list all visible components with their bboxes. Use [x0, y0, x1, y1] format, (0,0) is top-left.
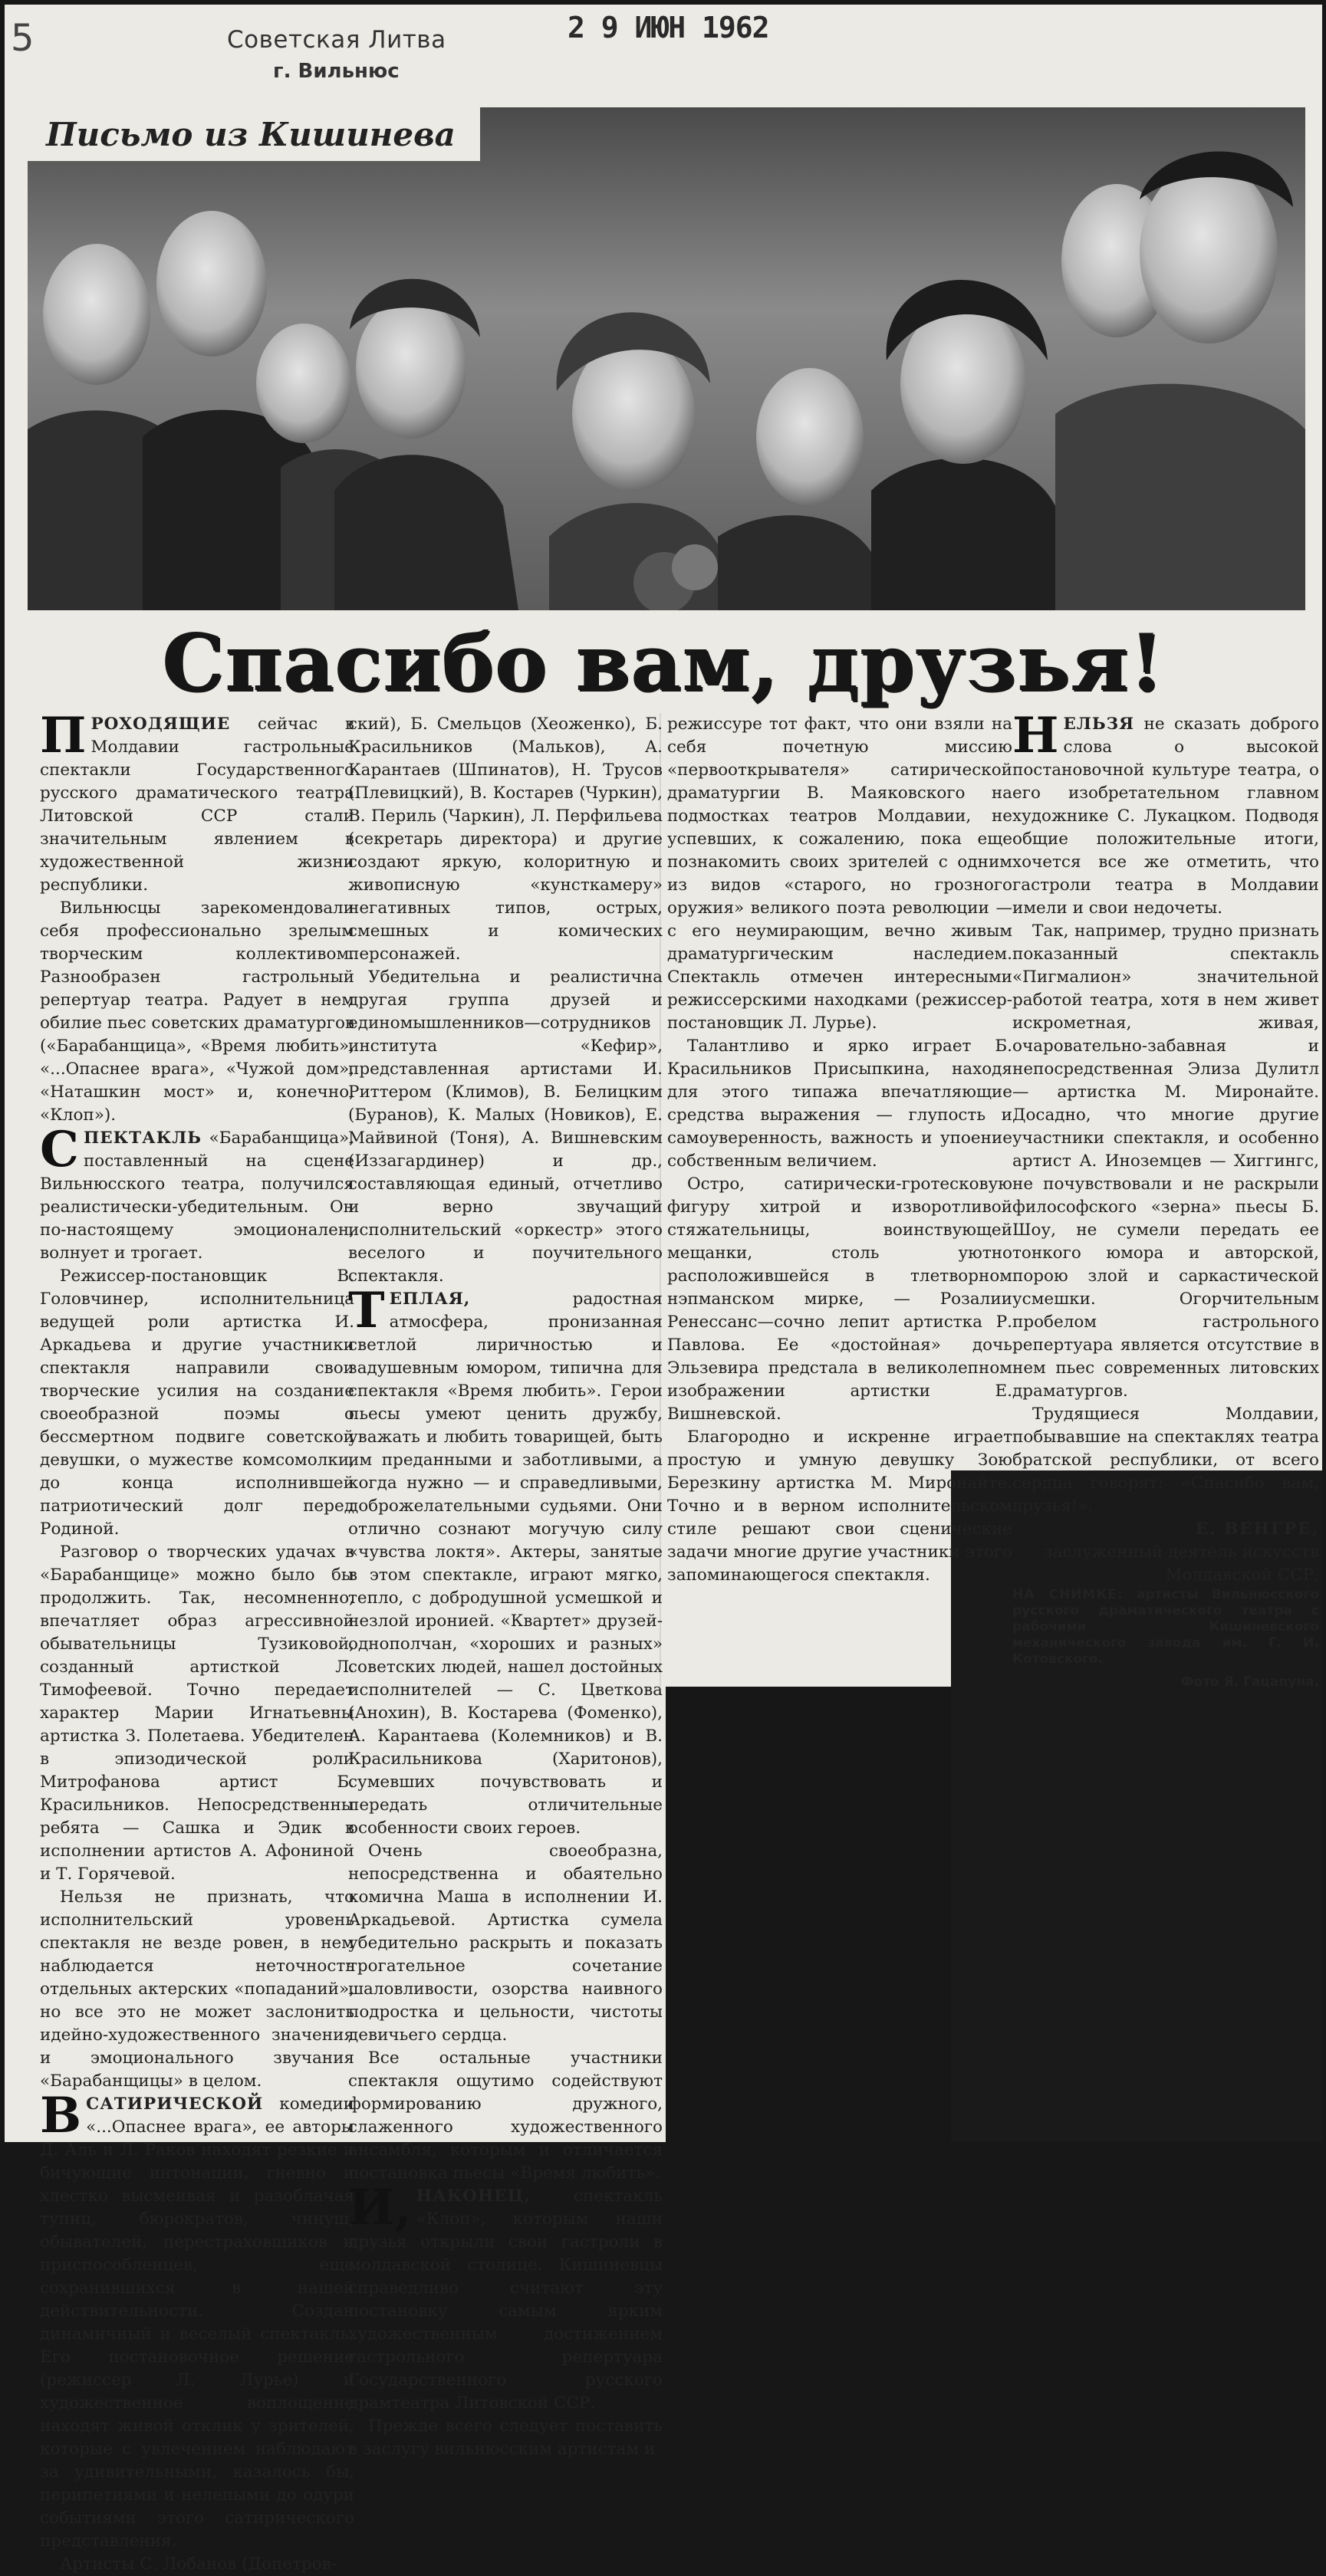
- drop-cap: Н: [1012, 707, 1059, 764]
- photo-credit: Фото Я. Гацапуна.: [1180, 1674, 1319, 1690]
- paragraph-text: комедии «...Опаснее врага», ее авторы Д. Аль и Л. Раков находят резкие и бичующие интонации, гневно и хлестко высмеивая и разоблачая тупиц, бюрократов, чинуш, обывателей, перестраховщиков и приспособленцев, еще сохранившихся в нашей действительности. Создан динамичный и веселый спектакль. Его постановочное решение (режиссер Л. Лурье) и художественное воплощение находят живой отклик у зрителей, которые с увлечением наблюдают за удивительными, казалось бы, перипетиями и нелепыми до одури событиями этого сатирического представления.: [40, 2095, 354, 2551]
- paragraph: режиссуре тот факт, что они взяли на себя почетную миссию «первооткрывателя» сатирической драматургии В. Маяковского на подмостках театров Молдавии, не успевших, к сожалению, пока еще познакомить своих зрителей с одним из видов «старого, но грозного оружия» великого поэта революции — с его неумирающим, вечно живым драматургическим наследием. Спектакль отмечен интересными режиссерскими находками (режиссер-постановщик Л. Лурье).: [667, 715, 1012, 1033]
- drop-cap: П: [40, 707, 87, 764]
- paragraph-text: спектакль «Клоп», которым наши друзья открыли свои гастроли в молдавской столице. Кишиневцы справедливо считают эту постановку самым ярким художественным достижением гастрольного репертуара Государственного русского драмтеатра Литовской ССР.: [348, 2187, 663, 2413]
- article-column-2: [348, 713, 663, 2461]
- caption-lead: НА СНИМКЕ:: [1012, 1587, 1124, 1602]
- photo-caption: [1012, 1587, 1319, 1668]
- paragraph: Так, например, трудно признать показанный спектакль «Пигмалион» значительной работой театра, хотя в нем живет искрометная, живая, очаровательно-забавная и непосредственная Элиза Дулитл — артистка М. Миронайте. Досадно, что многие другие участники спектакля, и особенно артист А. Иноземцев — Хиггингс, не почувствовали и не раскрыли философского «зерна» пьесы Б. Шоу, не сумели передать ее тонкого юмора и авторской, порою злой и саркастической усмешки. Огорчительным пробелом гастрольного репертуара является отсутствие в нем пьес современных литовских драматургов.: [1012, 922, 1319, 1401]
- paragraph: Нельзя не признать, что исполнительский уровень спектакля не везде ровен, в нем наблюдается неточность отдельных актерских «попаданий», но все это не может заслонить идейно-художественного значения и эмоционального звучания «Барабанщицы» в целом.: [40, 1888, 354, 2091]
- newspaper-city: г. Вильнюс: [273, 60, 400, 83]
- photo-image: [28, 107, 1305, 610]
- lead-word: РОХОДЯЩИЕ: [90, 715, 231, 734]
- paragraph: Благородно и искренне играет простую и умную девушку Зою Березкину артистка М. Миронайте. Точно и в верном исполнительском стиле решают свои сценические задачи многие другие участники этого запоминающегося спектакля.: [667, 1428, 1012, 1585]
- lead-word: ПЕКТАКЛЬ: [83, 1129, 202, 1148]
- drop-cap: В: [40, 2087, 82, 2144]
- paragraph: [1012, 707, 1319, 920]
- author-name: Е. ВЕНГРЕ,: [1195, 1520, 1319, 1539]
- paragraph-text: «Барабанщица», поставленный на сцене Вильнюсского театра, получился реалистически-убедительным. Он по-настоящему эмоционален, волнует и трогает.: [40, 1129, 354, 1263]
- drop-cap: Т: [348, 1282, 385, 1339]
- paragraph: [40, 2087, 354, 2553]
- author-signature: [1012, 1518, 1319, 1587]
- drop-cap: И,: [348, 2179, 412, 2236]
- paragraph: Разговор о творческих удачах в «Барабанщице» можно было бы продолжить. Так, несомненно, впечатляет образ агрессивной обывательницы Тузиковой, созданный артисткой Л. Тимофеевой. Точно передает характер Марии Игнатьевны артистка З. Полетаева. Убедителен в эпизодической роли Митрофанова артист Б. Красильников. Непосредственны ребята — Сашка и Эдик в исполнении артистов А. Афониной и Т. Горячевой.: [40, 1543, 354, 1884]
- paragraph: ский), Б. Смельцов (Хеоженко), Б. Красильников (Мальков), А. Карантаев (Шпинатов), Н. Трусов (Плевицкий), В. Костарев (Чуркин), В. Периль (Чаркин), Л. Перфильева (секретарь директора) и другие создают яркую, колоритную и живописную «кунсткамеру» негативных типов, острых, смешных и комических персонажей.: [348, 715, 663, 964]
- paragraph: [40, 707, 354, 897]
- rubric-label: Письмо из Кишинева: [28, 107, 480, 161]
- newspaper-name: Советская Литва: [227, 26, 446, 54]
- date-stamp: 2 9 ИЮН 1962: [568, 11, 769, 44]
- paragraph: Артисты С. Лобанов (Допетров-: [60, 2555, 337, 2574]
- paragraph: Трудящиеся Молдавии, побывавшие на спектаклях театра братской республики, от всего сердца говорят: «Спасибо вам, друзья!».: [1012, 1405, 1319, 1516]
- lead-word: ЕПЛАЯ,: [389, 1290, 471, 1309]
- lead-word: НАКОНЕЦ,: [416, 2187, 531, 2206]
- paragraph: Остро, сатирически-гротесковую фигуру хитрой и изворотливой стяжательницы, воинствующей мещанки, столь уютно расположившейся в тлетворном нэпманском мирке, — Розалии Ренессанс—сочно лепит артистка Р. Павлова. Ее «достойная» дочь Эльзевира предстала в великолепном изображении артистки Е. Вишневской.: [667, 1175, 1012, 1424]
- paragraph: Все остальные участники спектакля ощутимо содействуют формированию дружного, слаженного художественного ансамбля, которым и отличается постановка пьесы «Время любить».: [348, 2049, 663, 2183]
- paragraph-text: не сказать доброго слова о высокой постановочной культуре театра, о его изобретательном главном художнике С. Лукацком. Подводя общие положительные итоги, хочется все же отметить, что гастроли театра в Молдавии имели и свои недочеты.: [1012, 715, 1319, 918]
- paragraph: [348, 2179, 663, 2415]
- article-column-3: [667, 713, 1012, 1587]
- article-column-1: [40, 707, 354, 2576]
- paragraph: Режиссер-постановщик В. Головчинер, исполнительница ведущей роли артистка И. Аркадьева и другие участники спектакля направили свои творческие усилия на создание своеобразной поэмы о бессмертном подвиге советской девушки, о мужестве комсомолки, до конца исполнившей патриотический долг перед Родиной.: [40, 1267, 354, 1539]
- paragraph-text: радостная атмосфера, пронизанная светлой лиричностью и задушевным юмором, типична для спектакля «Время любить». Герои пьесы умеют ценить дружбу, уважать и любить товарищей, быть им преданными и заботливыми, а когда нужно — и справедливыми, доброжелательными судьями. Они отлично сознают могучую силу «чувства локтя». Актеры, занятые в этом спектакле, играют мягко, тепло, с добродушной усмешкой и незлой иронией. «Квартет» друзей-однополчан, «хороших и разных» советских людей, нашел достойных исполнителей — С. Цветкова (Анохин), В. Костарева (Фоменко), А. Карантаева (Колемников) и В. Красильникова (Харитонов), сумевших почувствовать и передать отличительные особенности своих героев.: [348, 1290, 663, 1838]
- paragraph: Прежде всего следует поставить в заслугу вильнюсским артистам и: [348, 2417, 663, 2459]
- paragraph: [348, 1282, 663, 1840]
- paragraph: Вильнюсцы зарекомендовали себя профессионально зрелым творческим коллективом. Разнообразен гастрольный репертуар театра. Радует в нем обилие пьес советских драматургов («Барабанщица», «Время любить», «...Опаснее врага», «Чужой дом», «Наташкин мост» и, конечно, «Клоп»).: [40, 899, 354, 1125]
- caption-text: артисты Вильнюсского русского драматического театра с рабочими Кишиневского механического завода им. Г. И. Котовского.: [1012, 1587, 1319, 1667]
- paragraph: Очень своеобразна, непосредственна и обаятельно комична Маша в исполнении И. Аркадьевой. Артистка сумела убедительно раскрыть и показать трогательное сочетание шаловливости, озорства наивного подростка и цельности, чистоты девичьего сердца.: [348, 1842, 663, 2045]
- paragraph: Талантливо и ярко играет Б. Красильников Присыпкина, находя для этого типажа впечатляющие средства выражения — глупость и самоуверенность, важность и упоение собственным величием.: [667, 1037, 1012, 1171]
- lead-word: САТИРИЧЕСКОЙ: [86, 2095, 264, 2114]
- paragraph: Убедительна и реалистична другая группа друзей и единомышленников—сотрудников института «Кефир», представленная артистами И. Риттером (Климов), В. Белицким (Буранов), К. Малых (Новиков), Е. Майвиной (Тоня), А. Вишневским (Иззагардинер) и др., составляющая единый, отчетливо и верно звучащий исполнительский «оркестр» этого веселого и поучительного спектакля.: [348, 968, 663, 1286]
- author-title: заслуженный деятель искусств Молдавской ССР.: [1043, 1543, 1319, 1585]
- paragraph-text: сейчас в Молдавии гастрольные спектакли Государственного русского драматического театра Литовской ССР стали значительным явлением в художественной жизни республики.: [40, 715, 354, 895]
- paragraph: [40, 1121, 354, 1265]
- page-mark: 5: [11, 17, 35, 60]
- drop-cap: С: [40, 1121, 79, 1178]
- lead-word: ЕЛЬЗЯ: [1063, 715, 1135, 734]
- article-headline: Спасибо вам, друзья!: [162, 617, 1164, 709]
- group-photo: [28, 107, 1305, 610]
- article-column-4: [1012, 707, 1319, 1694]
